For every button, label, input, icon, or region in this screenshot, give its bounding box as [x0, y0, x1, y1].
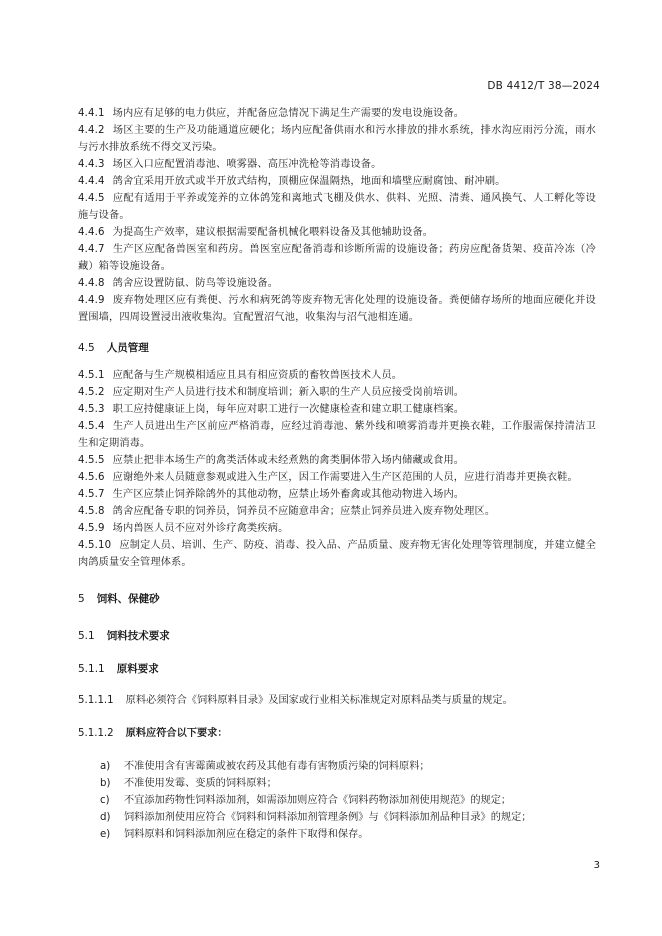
- clause-4-5-8: [78, 503, 596, 520]
- clause-text: 场区主要的生产及功能通道应硬化；场内应配备供雨水和污水排放的排水系统，排水沟应雨污分流，雨水与污水排放系统不得交叉污染。: [78, 125, 596, 153]
- clause-4-4-4: [78, 173, 596, 190]
- clause-text: 应配有适用于平养或笼养的立体鸽笼和离地式飞棚及供水、供料、光照、清粪、通风换气、人工孵化等设施与设备。: [78, 193, 596, 221]
- clause-4-4-5: [78, 190, 596, 224]
- section-number: 5.1: [78, 630, 95, 642]
- clause-number: 4.5.9: [78, 523, 105, 534]
- section-title: 饲料、保健砂: [96, 593, 160, 605]
- section-5-1-1-heading: [78, 661, 596, 678]
- page-number: 3: [593, 860, 600, 871]
- clause-title: 原料应符合以下要求：: [125, 728, 228, 739]
- clause-number: 5.1.1.1: [78, 695, 114, 706]
- section-4-5-list: [78, 367, 596, 571]
- clause-text: 鸽舍宜采用开放式或半开放式结构，顶棚应保温隔热，地面和墙壁应耐腐蚀、耐冲刷。: [112, 176, 506, 187]
- clause-4-4-1: [78, 105, 596, 122]
- clause-4-4-3: [78, 156, 596, 173]
- clause-number: 4.5.7: [78, 489, 105, 500]
- clause-4-5-4: [78, 418, 596, 452]
- clause-number: 4.4.5: [78, 193, 105, 204]
- clause-number: 4.4.6: [78, 227, 105, 238]
- clause-text: 场区入口应配置消毒池、喷雾器、高压冲洗枪等消毒设备。: [112, 159, 382, 170]
- list-text: 不准使用发霉、变质的饲料原料；: [124, 778, 277, 789]
- list-item: [100, 792, 596, 809]
- clause-4-5-1: [78, 367, 596, 384]
- list-text: 不准使用含有害霉菌或被农药及其他有毒有害物质污染的饲料原料；: [124, 761, 430, 772]
- list-marker: d): [100, 812, 111, 823]
- clause-text: 鸽舍应设置防鼠、防鸟等设施设备。: [112, 278, 279, 289]
- clause-text: 场内兽医人员不应对外诊疗禽类疾病。: [112, 523, 289, 534]
- clause-text: 场内应有足够的电力供应，并配备应急情况下满足生产需要的发电设施设备。: [112, 108, 465, 119]
- section-number: 4.5: [78, 342, 95, 354]
- list-text: 饲料原料和饲料添加剂应在稳定的条件下取得和保存。: [124, 829, 369, 840]
- clause-5-1-1-2: [78, 725, 596, 742]
- section-title: 饲料技术要求: [106, 630, 170, 642]
- clause-4-4-2: [78, 122, 596, 156]
- clause-number: 5.1.1.2: [78, 728, 114, 739]
- clause-number: 4.4.4: [78, 176, 105, 187]
- section-number: 5: [78, 593, 85, 605]
- list-item: [100, 775, 596, 792]
- clause-4-5-9: [78, 520, 596, 537]
- clause-text: 应谢绝外来人员随意参观或进入生产区，因工作需要进入生产区范围的人员，应进行消毒并更换衣鞋。: [112, 472, 578, 483]
- clause-number: 4.5.1: [78, 370, 105, 381]
- section-4-4-list: [78, 105, 596, 326]
- list-item: [100, 758, 596, 775]
- clause-number: 4.5.2: [78, 387, 105, 398]
- clause-number: 4.4.9: [78, 295, 105, 306]
- clause-number: 4.4.8: [78, 278, 105, 289]
- clause-text: 为提高生产效率，建议根据需要配备机械化喂料设备及其他辅助设备。: [112, 227, 434, 238]
- section-title: 人员管理: [106, 342, 149, 354]
- clause-4-5-6: [78, 469, 596, 486]
- clause-number: 4.4.2: [78, 125, 105, 136]
- clause-text: 生产区应配备兽医室和药房。兽医室应配备消毒和诊断所需的设施设备；药房应配备货架、疫苗冷冻（冷藏）箱等设施设备。: [78, 244, 596, 272]
- clause-4-4-8: [78, 275, 596, 292]
- clause-number: 4.4.7: [78, 244, 105, 255]
- list-marker: a): [100, 761, 111, 772]
- clause-4-5-5: [78, 452, 596, 469]
- clause-text: 应定期对生产人员进行技术和制度培训；新入职的生产人员应接受岗前培训。: [112, 387, 465, 398]
- clause-4-4-7: [78, 241, 596, 275]
- clause-4-5-7: [78, 486, 596, 503]
- clause-text: 应配备与生产规模相适应且具有相应资质的畜牧兽医技术人员。: [112, 370, 403, 381]
- clause-5-1-1-1: [78, 692, 596, 709]
- clause-number: 4.5.8: [78, 506, 105, 517]
- clause-text: 应制定人员、培训、生产、防疫、消毒、投入品、产品质量、废弃物无害化处理等管理制度，并建立健全肉鸽质量安全管理体系。: [78, 540, 596, 568]
- section-title: 原料要求: [116, 663, 159, 675]
- clause-text: 鸽舍应配备专职的饲养员，饲养员不应随意串舍；应禁止饲养员进入废弃物处理区。: [112, 506, 496, 517]
- clause-4-4-6: [78, 224, 596, 241]
- clause-4-5-10: [78, 537, 596, 571]
- clause-number: 4.5.3: [78, 404, 105, 415]
- section-number: 5.1.1: [78, 663, 105, 675]
- list-marker: e): [100, 829, 111, 840]
- clause-number: 4.4.1: [78, 108, 105, 119]
- clause-number: 4.5.5: [78, 455, 105, 466]
- clause-4-4-9: [78, 292, 596, 326]
- list-text: 饲料添加剂使用应符合《饲料和饲料添加剂管理条例》与《饲料添加剂品种目录》的规定；: [124, 812, 532, 823]
- section-5-heading: [78, 591, 596, 608]
- clause-number: 4.5.10: [78, 540, 112, 551]
- clause-text: 生产区应禁止饲养除鸽外的其他动物，应禁止场外畜禽或其他动物进入场内。: [112, 489, 465, 500]
- clause-text: 职工应持健康证上岗，每年应对职工进行一次健康检查和建立职工健康档案。: [112, 404, 465, 415]
- clause-number: 4.5.4: [78, 421, 105, 432]
- clause-text: 废弃物处理区应有粪便、污水和病死鸽等废弃物无害化处理的设施设备。粪便储存场所的地面应硬化并设置围墙，四周设置浸出液收集沟。宜配置沼气池，收集沟与沼气池相连通。: [78, 295, 596, 323]
- clause-4-5-2: [78, 384, 596, 401]
- clause-number: 4.4.3: [78, 159, 105, 170]
- section-5-1-heading: [78, 628, 596, 645]
- clause-text: 生产人员进出生产区前应严格消毒，应经过消毒池、紫外线和喷雾消毒并更换衣鞋，工作服需保持清洁卫生和定期消毒。: [78, 421, 596, 449]
- list-item: [100, 826, 596, 843]
- section-4-5-heading: [78, 340, 596, 357]
- list-marker: c): [100, 795, 110, 806]
- requirements-list: [100, 758, 596, 843]
- clause-text: 原料必须符合《饲料原料目录》及国家或行业相关标准规定对原料品类与质量的规定。: [125, 695, 513, 706]
- list-marker: b): [100, 778, 111, 789]
- clause-4-5-3: [78, 401, 596, 418]
- clause-text: 应禁止把非本场生产的禽类活体或未经煮熟的禽类胴体带入场内储藏或食用。: [112, 455, 465, 466]
- clause-number: 4.5.6: [78, 472, 105, 483]
- list-text: 不宜添加药物性饲料添加剂，如需添加则应符合《饲料药物添加剂使用规范》的规定；: [124, 795, 512, 806]
- page-content: [78, 105, 596, 843]
- list-item: [100, 809, 596, 826]
- document-code: DB 4412/T 38—2024: [487, 80, 600, 92]
